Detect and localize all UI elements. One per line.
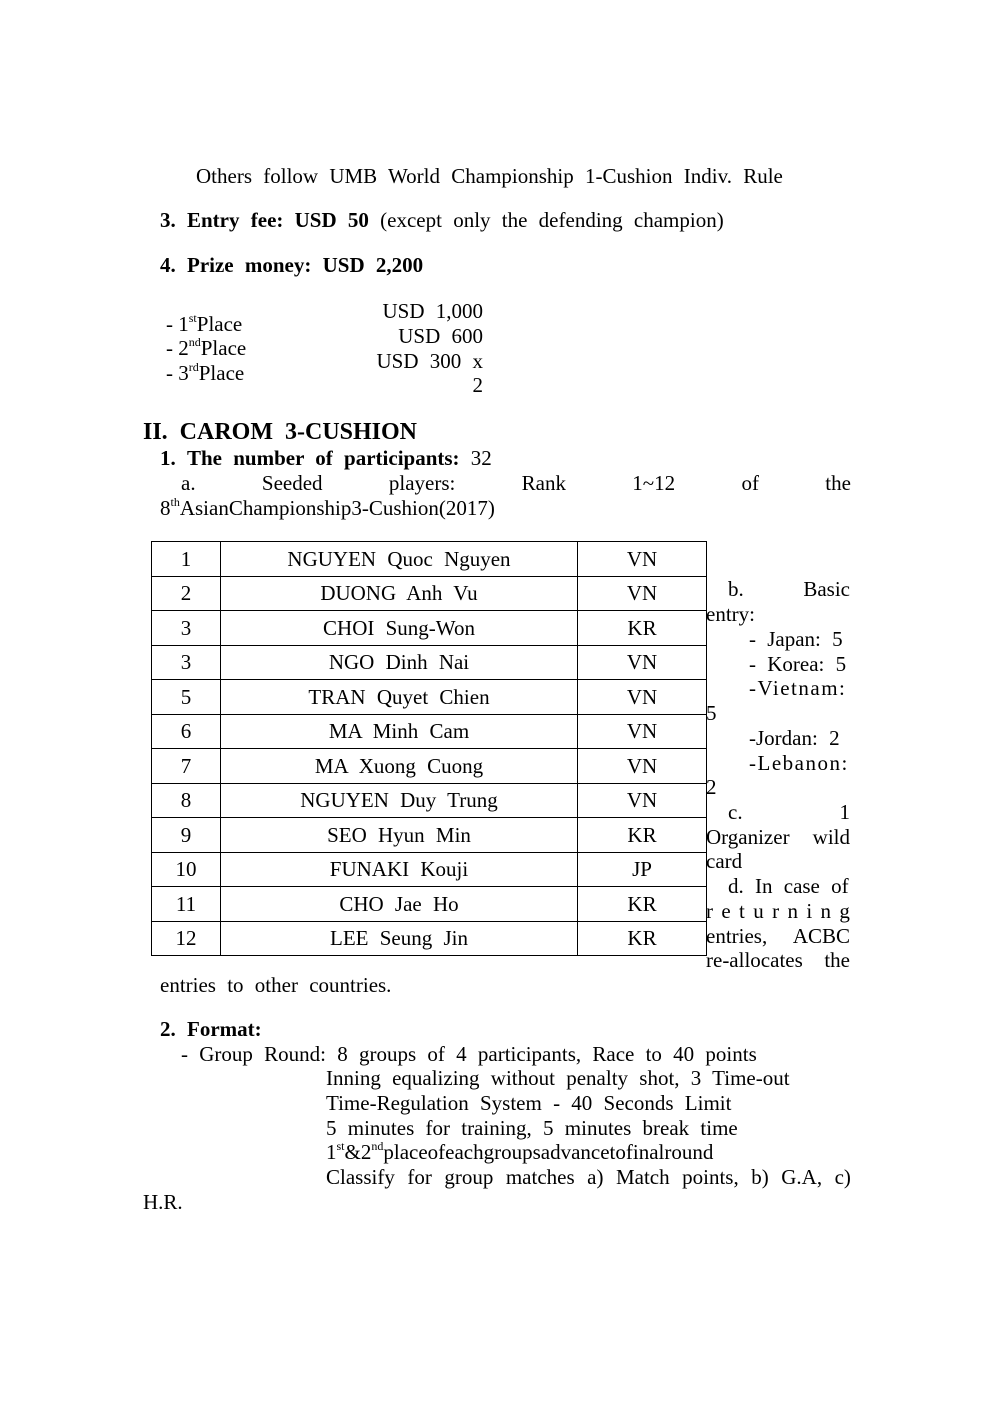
seed-player-cell: NGUYEN Quoc Nguyen — [221, 542, 578, 577]
table-row — [152, 576, 707, 611]
prize-place-rank: 2 — [178, 336, 189, 360]
prize-number: 4. — [160, 253, 176, 277]
side-word: Basic — [803, 577, 850, 601]
format-line-6 — [326, 1165, 851, 1189]
side-letter: r — [706, 899, 713, 923]
format-word: G.A, — [781, 1165, 823, 1189]
prize-place-dash: - — [166, 312, 173, 336]
wildcard-heading — [728, 800, 850, 824]
prize-place-2 — [166, 336, 246, 360]
entry-fee-value: USD 50 — [294, 208, 369, 232]
format-line-3: Time-Regulation System - 40 Seconds Limit — [326, 1091, 732, 1115]
side-letter: r — [772, 899, 780, 923]
entries-continuation: entries to other countries. — [160, 973, 392, 997]
prize-place-word: Place — [196, 312, 243, 336]
format-advance-text: placeofeachgroupsadvancetofinalround — [383, 1140, 714, 1164]
seeded-players-line — [181, 471, 851, 495]
seed-player-cell: NGO Dinh Nai — [221, 645, 578, 680]
seeded-table-body — [152, 542, 707, 956]
seed-country-cell: VN — [578, 542, 707, 577]
seed-player-cell: LEE Seung Jin — [221, 921, 578, 956]
seed-rank-cell: 1 — [152, 542, 221, 577]
seed-player-cell: FUNAKI Kouji — [221, 852, 578, 887]
format-word: group — [444, 1165, 494, 1189]
seed-country-cell: VN — [578, 749, 707, 784]
format-word: c) — [834, 1165, 851, 1189]
seed-player-cell: NGUYEN Duy Trung — [221, 783, 578, 818]
entry-fee-label: Entry fee: — [187, 208, 284, 232]
seed-rank-cell: 3 — [152, 645, 221, 680]
entry-vietnam-value: 5 — [706, 701, 717, 725]
seeded-word: players: — [388, 471, 456, 495]
prize-place-suffix: nd — [188, 335, 201, 349]
format-ordinal-suffix: nd — [371, 1139, 384, 1153]
side-word: 1 — [839, 800, 850, 824]
side-word: the — [824, 948, 850, 972]
source-ordinal-suffix: th — [170, 495, 180, 509]
prize-place-rank: 3 — [178, 361, 189, 385]
format-line-7: H.R. — [143, 1190, 183, 1214]
seed-rank-cell: 12 — [152, 921, 221, 956]
prize-amount-3: USD 300 x — [376, 349, 483, 373]
table-row — [152, 611, 707, 646]
basic-entry-label: entry: — [706, 602, 755, 626]
format-number: 2. — [160, 1017, 176, 1041]
entry-fee-note: (except only the defending champion) — [380, 208, 724, 232]
format-line-4: 5 minutes for training, 5 minutes break time — [326, 1116, 738, 1140]
format-word: Classify — [326, 1165, 395, 1189]
seed-country-cell: VN — [578, 645, 707, 680]
prize-place-word: Place — [198, 361, 245, 385]
basic-entry-heading — [728, 577, 850, 601]
table-row — [152, 818, 707, 853]
table-row — [152, 887, 707, 922]
participants-number: 1. — [160, 446, 176, 470]
seed-rank-cell: 3 — [152, 611, 221, 646]
entry-vietnam: -Vietnam: — [749, 676, 847, 700]
seed-country-cell: VN — [578, 576, 707, 611]
returning-line3 — [706, 924, 850, 948]
seed-rank-cell: 6 — [152, 714, 221, 749]
seed-country-cell: VN — [578, 783, 707, 818]
seed-player-cell: SEO Hyun Min — [221, 818, 578, 853]
prize-place-dash: - — [166, 336, 173, 360]
table-row — [152, 680, 707, 715]
section-title: II. CAROM 3-CUSHION — [143, 419, 418, 445]
format-word: matches — [505, 1165, 575, 1189]
seed-player-cell: CHOI Sung-Won — [221, 611, 578, 646]
seed-country-cell: KR — [578, 887, 707, 922]
side-letter: g — [839, 899, 850, 923]
seed-country-cell: KR — [578, 921, 707, 956]
prize-money-line — [160, 253, 423, 277]
format-word: a) — [587, 1165, 604, 1189]
side-letter: e — [721, 899, 731, 923]
side-word: wild — [812, 825, 850, 849]
returning-heading: d. In case of — [728, 874, 849, 898]
seed-country-cell: KR — [578, 611, 707, 646]
seeded-word: Rank — [521, 471, 566, 495]
table-row — [152, 921, 707, 956]
format-ordinal: &2 — [344, 1140, 372, 1164]
seed-country-cell: VN — [578, 680, 707, 715]
format-word: b) — [751, 1165, 769, 1189]
prize-amount-1: USD 1,000 — [382, 299, 483, 323]
format-ordinal-suffix: st — [336, 1139, 345, 1153]
seed-player-cell: MA Xuong Cuong — [221, 749, 578, 784]
prize-place-dash: - — [166, 361, 173, 385]
participants-label: The number of participants: — [187, 446, 460, 470]
seed-rank-cell: 7 — [152, 749, 221, 784]
entry-japan: - Japan: 5 — [749, 627, 843, 651]
prize-place-word: Place — [200, 336, 247, 360]
side-word: b. — [728, 577, 744, 601]
seed-rank-cell: 2 — [152, 576, 221, 611]
seeded-word: 1~12 — [632, 471, 676, 495]
table-row — [152, 852, 707, 887]
seed-country-cell: VN — [578, 714, 707, 749]
source-name: AsianChampionship3-Cushion(2017) — [179, 496, 495, 520]
seeded-word: of — [741, 471, 759, 495]
side-letter: n — [820, 899, 832, 923]
prize-place-suffix: rd — [188, 360, 199, 374]
prize-label: Prize money: — [187, 253, 312, 277]
returning-line4 — [706, 948, 850, 972]
top-note: Others follow UMB World Championship 1-Cushion Indiv. Rule — [196, 164, 783, 188]
seed-rank-cell: 11 — [152, 887, 221, 922]
wildcard-card: card — [706, 849, 743, 873]
side-letter: u — [753, 899, 764, 923]
seeded-word: Seeded — [261, 471, 323, 495]
entry-korea: - Korea: 5 — [749, 652, 847, 676]
entry-fee-number: 3. — [160, 208, 176, 232]
seed-player-cell: DUONG Anh Vu — [221, 576, 578, 611]
entry-jordan: -Jordan: 2 — [749, 726, 840, 750]
source-ordinal: 8 — [160, 496, 171, 520]
prize-amount-2: USD 600 — [398, 324, 483, 348]
prize-place-rank: 1 — [178, 312, 189, 336]
table-row — [152, 714, 707, 749]
entry-lebanon-value: 2 — [706, 775, 717, 799]
seed-player-cell: MA Minh Cam — [221, 714, 578, 749]
participants-line — [160, 446, 492, 470]
seed-player-cell: TRAN Quyet Chien — [221, 680, 578, 715]
side-word: c. — [728, 800, 743, 824]
format-group-round: - Group Round: 8 groups of 4 participants, Race to 40 points — [181, 1042, 757, 1066]
format-word: for — [407, 1165, 432, 1189]
prize-place-3 — [166, 361, 244, 385]
seed-rank-cell: 9 — [152, 818, 221, 853]
table-row — [152, 783, 707, 818]
table-row — [152, 542, 707, 577]
table-row — [152, 749, 707, 784]
format-word: Match — [615, 1165, 670, 1189]
format-line-5 — [326, 1140, 713, 1164]
seed-rank-cell: 8 — [152, 783, 221, 818]
participants-value: 32 — [470, 446, 492, 470]
prize-amount-3-multiplier: 2 — [472, 373, 483, 397]
side-word: re-allocates — [706, 948, 803, 972]
format-word: points, — [682, 1165, 739, 1189]
seed-player-cell: CHO Jae Ho — [221, 887, 578, 922]
side-word: Organizer — [706, 825, 790, 849]
side-letter: n — [787, 899, 798, 923]
prize-place-suffix: st — [188, 311, 197, 325]
seed-rank-cell: 10 — [152, 852, 221, 887]
prize-value: USD 2,200 — [322, 253, 424, 277]
side-letter: i — [806, 899, 813, 923]
entry-fee-line — [160, 208, 724, 232]
seed-country-cell: KR — [578, 818, 707, 853]
wildcard-line — [706, 825, 850, 849]
entry-lebanon: -Lebanon: — [749, 751, 849, 775]
seed-rank-cell: 5 — [152, 680, 221, 715]
format-ordinal: 1 — [326, 1140, 337, 1164]
table-row — [152, 645, 707, 680]
side-letter: t — [739, 899, 745, 923]
prize-place-1 — [166, 312, 242, 336]
seeded-players-source — [160, 496, 495, 520]
format-label: Format: — [187, 1017, 262, 1041]
side-word: ACBC — [792, 924, 850, 948]
seed-country-cell: JP — [578, 852, 707, 887]
seeded-players-table — [151, 541, 707, 956]
side-word: entries, — [706, 924, 768, 948]
seeded-word: a. — [181, 471, 196, 495]
format-heading — [160, 1017, 262, 1041]
returning-letters — [706, 899, 850, 923]
seeded-word: the — [825, 471, 851, 495]
format-line-2: Inning equalizing without penalty shot, 3 Time-out — [326, 1066, 790, 1090]
